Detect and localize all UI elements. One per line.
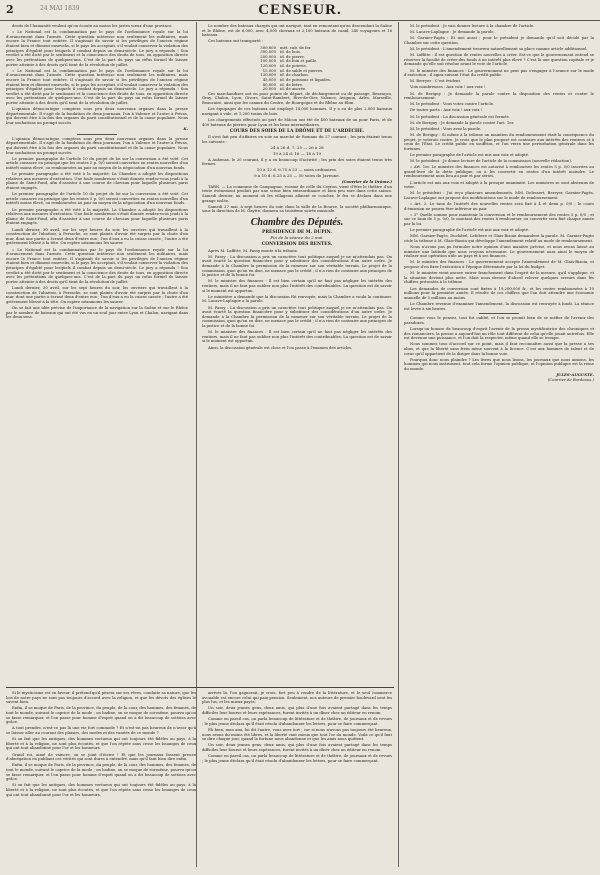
source-credit: (Courrier de Bordeaux.) [547, 376, 594, 382]
paragraph: Comme vous le pensez, tout fut oublié, et l'on se promit bien de se méfier de l'avenir des paradoxes. [404, 315, 594, 325]
paragraph: « Le National est la condamnation par le pays de l'ordonnance royale sur la loi d'avancement dans l'armée. Cette question intéresse non seulement les militaires, mais encore la France tout entière. Il s'agissait de savoir si les privilèges de l'ancien régime étaient bien et dûment ensevelis, si le pays les acceptait, s'il voulait conserver la violation des principes d'égalité pour lesquels il combat depuis un demi-siècle. Le jury a répondu ! Son verdict a été dicté par le sentiment et la conscience des droits de tous, en opposition directe avec les prétentions de quelques-uns. C'est de la part du pays un refus formel de laisser porter atteinte à des droits qu'il tient de la révolution de juillet. [6, 246, 188, 284]
paragraph: Les équipages de ces bateaux ont employé 14,000 hommes. Il y a eu de plus 2,000 bateaux navigant à vide, et 1,200 trains de bois. [202, 106, 392, 116]
paragraph: Le premier paragraphe de l'article est mis aux voix et adopté. [410, 151, 530, 157]
table-cell: 300,000 [260, 49, 276, 55]
page-number: 2 [6, 3, 14, 16]
subsection-heading: CONVERSION DES RENTES. [261, 242, 333, 248]
table-cell: 120,000 [260, 63, 276, 68]
paragraph: Samedi 27 mai, à sept heures du soir, dans la salle de la Bourse, la société philharmonique, sous la direction de M. Gaytte, donnera sa troisième soirée musicale. [202, 203, 392, 214]
divider [77, 134, 117, 135]
signature: K. [183, 126, 188, 132]
column-divider [196, 22, 197, 867]
masthead-title: CENSEUR. [258, 2, 342, 18]
paragraph: Le premier paragraphe de l'article 10 du projet de loi sur la conversion a été voté. Cet article consacre en principe que les rentes 5 p. 0/0 seront converties en rentes nouvelles d'un intérêt moins élevé, ou remboursées au pair au moyen de la négociation d'un nouveau fonds. [6, 155, 188, 170]
paragraph: « Art. 1er. Le ministre des finances est autorisé à rembourser les rentes 5 p. 0/0 inscrites au grand-livre de la dette publique, ou à les convertir en rentes d'un intérêt moindre. Le remboursement aura lieu au pair et par séries. [404, 164, 594, 179]
paragraph: TARN. — La commune de Campagnac, voisine de celle du Ceyron, vient d'être le théâtre d'un triste événement produit par une scène bien extraordinaire et bien peu rare dans cette saison. Samedi dernier, au moment où les villageois allaient se coucher, le feu se déclara dans une grange isolée. [202, 183, 392, 203]
column-divider [398, 22, 399, 867]
paragraph: Si on fait que les antiques, des hommes vertueux qui ont toujours été fidèles au pays, à la liberté et à la religion, ne sont plus écoutés, et que l'on répète sans cesse les louanges de ceux qui ont tout abandonné pour l'or et les honneurs. [6, 736, 196, 751]
table-cell: id. de bois. [280, 49, 302, 55]
paragraph: Après M. Laffitte, M. Passy monte à la tribune. [208, 247, 299, 253]
table-cell: 200,000 [260, 53, 276, 59]
paragraph: « 3° Quelle somme pour maintenir la conversion et le remboursement des rentes 5 p. 0/0 ; et sur ce taux de 5 p. 0/0, le montant des rentes à rembourser ou convertir sera fixé chaque année par la loi. [404, 211, 594, 226]
divider [479, 313, 519, 314]
paragraph: Nous sommes tous d'accord sur ce point, mais il faut reconnaître aussi que la presse a ses abus, et que la liberté sans frein mène souvent à la licence. C'est aux hommes de talent et de cœur qu'il appartient de la diriger dans la bonne voie. [404, 341, 594, 356]
column-2 [202, 24, 392, 684]
paragraph: Voix nombreuses : Aux voix ! aux voix ! [410, 84, 486, 90]
paragraph: L'article est mis aux voix et adopté à la presque unanimité. Les ministres se sont abstenus de voter. [404, 179, 594, 190]
paragraph: A Aubenas, le 20 courant, il y a eu beaucoup d'activité ; les prix des soies étaient tenus très fermes. [202, 156, 392, 167]
paragraph: M. le président : Je donne lecture de l'article de la commission (nouvelle rédaction). [410, 158, 573, 163]
paragraph: De toutes parts : Aux voix ! aux voix ! [410, 107, 483, 113]
paragraph: A tout prendre, n'est-ce pas là une vie fort commode ? Et n'est-on pas heureux de n'avoir qu'à se laisser aller au courant des plaisirs, des modes et des vanités de ce monde ? [6, 725, 196, 735]
feuilleton-column-1 [6, 691, 196, 869]
paragraph: Comme en pareil cas, on parla beaucoup de littérature et de théâtre, de journaux et de revues ; le plus jeune déclara qu'il était résolu d'abandonner les lettres, pour se faire commerçant. [202, 716, 392, 726]
paragraph: M. Berryer : C'est évident. [410, 78, 462, 84]
paragraph: Le premier paragraphe a été voté à la majorité. La Chambre a adopté les dispositions relatives aux mesures d'exécution. Une foule nombreuse s'était donnée rendez-vous jeudi à la plaine de Saint-Fond, afin d'assister à une course de chevaux pour laquelle plusieurs paris étaient engagés. [6, 171, 188, 190]
table-cell: 80,000 [262, 81, 276, 87]
feuilleton-column-2 [202, 691, 392, 869]
table-cell: mét. cub. de fer. [280, 44, 312, 50]
table-cell: 100,000 [260, 58, 276, 64]
table-cell: id. de charbon. [280, 72, 309, 78]
paragraph: M. Passy : La discussion a pris un caractère tout politique auquel je ne m'attendais pas. On avait écarté la question financière pour y substituer des considérations d'un autre ordre. Je demande à la Chambre la permission de la ramener sur son véritable terrain. Le projet de la commission, quoi qu'on en dise, ne menace pas le crédit ; il n'a rien de contraire aux principes de la justice et de la bonne foi. [202, 304, 392, 329]
paragraph: Grand roi, aimé de vaincre, on se joint d'écrire ! Et que les journaux fassent preuve d'abnégation en publiant ces vérités qui sont dures à entendre, mais qu'il faut bien dire enfin. [6, 751, 196, 762]
price-line: 19 à 24 d. 16 — 18 à 19 [272, 150, 322, 156]
table-cell: id. de foin et paille. [280, 58, 318, 64]
price-line: 9 à 10 d. 6.25 à 25 — 50 soies de Javeune. [254, 173, 340, 179]
paragraph: M. de Berigny : Je demande la parole contre la disposition des rentes et contre le remboursement. [404, 90, 594, 101]
paragraph: Eh bien, mon ami, lui dit l'autre, vous avez tort ; car si nous n'avons pas toujours été heureux, nous avons du moins été libres, et la liberté vaut mieux que tout l'or du monde. Voilà ce qu'il faut se dire chaque jour, quand la fortune nous abandonne et que les amis nous quittent. [202, 726, 392, 742]
table-cell: id. de sable et pierres. [280, 67, 324, 73]
paragraph: Le premier paragraphe de l'article est mis aux voix et adopté. [410, 227, 530, 233]
paragraph: Il s'est fait peu d'affaires en soie au marché de Romans du 27 courant ; les prix étaient tenus les suivants : [202, 134, 392, 144]
paragraph: Le Chambre revenue d'examiner l'amendement, la discussion est renvoyée à lundi. La séance est levée à six heures. [404, 300, 594, 311]
section-heading: COURS DES SOIES DE LA DRÔME ET DE L'ARDÈCHE. [229, 128, 365, 134]
paragraph: Le premier paragraphe a été voté à la majorité. La Chambre a adopté les dispositions relatives aux mesures d'exécution. Une foule nombreuse s'était donnée rendez-vous jeudi à la plaine de Saint-Fond, afin d'assister à une course de chevaux pour laquelle plusieurs paris étaient engagés. [6, 206, 188, 226]
paragraph: Lundi dernier, 30 avril, sur les sept heures du soir, les ouvriers qui travaillent à la construction de l'abattoir, à Perrache, se sont plaints d'avoir été surpris par la chute d'un mur, dont une partie a écrasé deux d'entre eux ; l'un d'eux a eu la cuisse cassée ; l'autre a été grièvement blessé à la tête. On espère néanmoins les sauver. [6, 226, 188, 246]
paragraph: M. le président : J'ai reçu plusieurs amendements. MM. Delessert, Berryer, Garnier-Pagès, Lacave-Laplagne ont proposé des modifications sur le mode de remboursement. [404, 190, 594, 200]
paragraph: M. Garnier-Pagès : Et moi aussi ; pour le président je demande qu'il soit décidé par la Chambre sur cette question. [404, 35, 594, 45]
paragraph: Enfin, il se moque de Paris, de la province, du peuple, de la cour, des hommes, des femmes, de tout le monde, suivant le caprice de la mode ; on badine, on se moque de soi-même, pourvu qu'on se fasse remarquer, et l'on passe pour homme d'esprit quand on a dit beaucoup de sottises avec grâce. [6, 762, 196, 782]
paragraph: Le ministère a demandé que la discussion fût renvoyée, mais la Chambre a voulu la continuer. M. Lacave-Laplagne a la parole. [202, 293, 392, 304]
paragraph: « Le National est la condamnation par le pays de l'ordonnance royale sur la loi d'avancement dans l'armée. Cette question intéresse non seulement les militaires, mais encore la France tout entière. Il s'agissait de savoir si les privilèges de l'ancien régime étaient bien et dûment ensevelis, si le pays les acceptait, s'il voulait conserver la violation des principes d'égalité pour lesquels il combat depuis un demi-siècle. Le jury a répondu ! Son verdict a été dicté par le sentiment et la conscience des droits de tous, en opposition directe avec les prétentions de quelques-uns. C'est de la part du pays un refus formel de laisser porter atteinte à des droits qu'il tient de la révolution de juillet. [6, 29, 188, 67]
session-line: Fin de la séance du 2 mai. [270, 235, 324, 241]
price-line: 24 à 26 d. 7. 25 — 26 à 28 [270, 144, 324, 150]
table-cell: id. de poissons et liquides. [280, 76, 331, 82]
paragraph: M. de Berigny : Je demande la parole contre l'art. 1er. [410, 119, 515, 125]
page-header [0, 0, 600, 21]
paragraph: Ces bateaux ont transporté : [208, 38, 264, 44]
paragraph: Pourquoi donc nous plaindre ? Les livres que nous lisons, les journaux que nous aimons, les hommes qui nous instruisent, tout cela forme l'opinion publique, et l'opinion publique est la reine du monde. [404, 356, 594, 371]
paragraph: Ces marchandises ont en pour points de départ, de déchargement ou de passage, Besançon, Gray, Chalon, Lyon, Givors, Saint-Rambert, Rive-de-Gier, Valence, Avignon, Arles, Marseille, Beaucaire, ainsi que les canaux du Centre, de Bourgogne et du Rhône au Rhin. [202, 90, 392, 105]
paragraph: M. de Berigny : Si même à la tribune un maintien du remboursement était la conséquence du projet, je voterais contre. Je crois que le plan proposé est contraire aux intérêts des rentiers et à ceux de l'État. Le crédit public en souffrira, et l'on verra une perturbation générale dans les fortunes. [404, 131, 594, 151]
signature: JULES-AUGUSTE. [556, 372, 594, 377]
paragraph: M. le ministre des finances : Le gouvernement ne peut pas s'engager à l'avance sur le mode d'exécution ; il agira suivant l'état du crédit public. [404, 67, 594, 78]
table-cell: id. de poterie. [280, 63, 307, 68]
paragraph: Le nombre des bateaux chargés qui ont navigué, tant en remontant qu'en descendant la Saône et le Rhône, est de 6,000, avec 4,000 chevaux et 2,100 bateaux de canal, 240 voyageurs et 16 bateaux. [202, 24, 392, 38]
paragraph: Nous n'avons pas pu formuler notre opinion d'une manière précise, et nous avons laissé au ministre une latitude que nous croyons nécessaire. Le gouvernement aura ainsi le moyen de réaliser une opération utile au pays et à ses finances. [404, 244, 594, 259]
table-cell: id. de pierre. [280, 53, 305, 59]
paragraph: M. Passy : La discussion a pris un caractère tout politique auquel je ne m'attendais pas. On avait écarté la question financière pour y substituer des considérations d'un autre ordre. Je demande à la Chambre la permission de la ramener sur son véritable terrain. Le projet de la commission, quoi qu'on en dise, ne menace pas le crédit ; il n'a rien de contraire aux principes de la justice et de la bonne foi. [202, 253, 392, 278]
paragraph: L'opinion démocratique comptera sous peu deux nouveaux organes dans la presse départementale. Il s'agit de la fondation de deux journaux, l'un à Valence et l'autre à Privas, qui doivent être à la fois des organes du parti constitutionnel et de la cause populaire. Nous leur souhaitons un prompt succès. [6, 106, 188, 125]
paragraph: Les chargements effectués au port de Mâcon ont été de 400 bateaux de un pour Paris, et de 400 bateaux de pierres pour Lyon et les lieux intermédiaires. [202, 116, 392, 127]
paragraph: Enfin, il se moque de Paris, de la province, du peuple, de la cour, des hommes, des femmes, de tout le monde, suivant le caprice de la mode ; on badine, on se moque de soi-même, pourvu qu'on se fasse remarquer, et l'on passe pour homme d'esprit quand on a dit beaucoup de sottises avec grâce. [6, 705, 196, 725]
paragraph: M. le président : Je vais donner lecture à la chambre de l'article. [410, 24, 535, 28]
section-divider [6, 687, 394, 688]
table-cell: id. de ancrée. [280, 86, 307, 92]
presidence-line: PRÉSIDENCE DE M. DUPIN. [262, 230, 332, 236]
paragraph: Un soir, deux jeunes gens, deux amis, qui plus d'une fois avaient partagé dans les temps difficiles leur bourse et leurs espérances, furent invités à un dîner chez un éditeur en renom. [202, 705, 392, 715]
price-line: 10 à 12 d. 6.75 à 23 — soies ordinaires. [256, 167, 338, 173]
paragraph: M. le ministre des finances : Il est bien certain qu'il ne faut pas négliger les intérêts des rentiers, mais il ne faut pas oublier non plus l'intérêt des contribuables. La question est de savoir si le moment est opportun. [202, 329, 392, 344]
paragraph: M. le président : Vous avez la parole. [410, 125, 482, 131]
paragraph: droits de l'humanité veulent qu'on écoute au moins les justes vœux d'une province. [12, 24, 173, 28]
paragraph: Un soir, deux jeunes gens, deux amis, qui plus d'une fois avaient partagé dans les temps difficiles leur bourse et leurs espérances, furent invités à un dîner chez un éditeur en renom. [202, 742, 392, 752]
paragraph: Ainsi, la discussion générale est close et l'on passe à l'examen des articles. [208, 344, 353, 350]
table-cell: 45,000 [262, 76, 276, 82]
paragraph: « Le National est la condamnation par le pays de l'ordonnance royale sur la loi d'avancement dans l'armée. Cette question intéresse non seulement les militaires, mais encore la France tout entière. Il s'agissait de savoir si les privilèges de l'ancien régime étaient bien et dûment ensevelis, si le pays les acceptait, s'il voulait conserver la violation des principes d'égalité pour lesquels il combat depuis un demi-siècle. Le jury a répondu ! Son verdict a été dicté par le sentiment et la conscience des droits de tous, en opposition directe avec les prétentions de quelques-uns. C'est de la part du pays un refus formel de laisser porter atteinte à des droits qu'il tient de la révolution de juillet. [6, 67, 188, 105]
column-1 [6, 24, 188, 684]
table-cell: id. de bière. [280, 81, 304, 87]
table-cell: 300,000 [260, 44, 276, 50]
paragraph: M. le président : L'amendement trouvera naturellement sa place comme article additionnel. [410, 46, 588, 51]
table-cell: 15,000 [262, 67, 276, 73]
paragraph: Si on fait que les antiques, des hommes vertueux qui ont toujours été fidèles au pays, à la liberté et à la religion, ne sont plus écoutés, et que l'on répète sans cesse les louanges de ceux qui ont tout abandonné pour l'or et les honneurs. [6, 782, 196, 797]
section-title: Chambre des Députés. [250, 216, 344, 228]
paragraph: M. le ministre des finances : Il est bien certain qu'il ne faut pas négliger les intérêts des rentiers, mais il ne faut pas oublier non plus l'intérêt des contribuables. La question est de savoir si le moment est opportun. [202, 278, 392, 293]
table-cell: 20,000 [262, 86, 276, 92]
paragraph: L'opinion démocratique comptera sous peu deux nouveaux organes dans la presse départementale. Il s'agit de la fondation de deux journaux, l'un à Valence et l'autre à Privas, qui doivent être à la fois des organes du parti constitutionnel et de la cause populaire. Nous leur souhaitons un prompt succès. [6, 135, 188, 155]
date-stamp: 24 MAI 1839 [40, 5, 80, 12]
paragraph: « Art. 2. Le taux de l'intérêt des nouvelles rentes sera fixé à 4 et demi p. 0/0 ; le cours d'émission ne pourra être inférieur au pair. [404, 201, 594, 211]
paragraph: Comme en pareil cas, on parla beaucoup de littérature et de théâtre, de journaux et de revues ; le plus jeune déclara qu'il était résolu d'abandonner les lettres, pour se faire commerçant. [202, 753, 392, 763]
paragraph: M. le président : Vous votez contre l'article. [410, 101, 495, 107]
paragraph: On se fait une idée précise de l'importance de la navigation sur la Saône et sur le Rhône par le nombre de bateaux qui ont été vus en un seul jour entre Lyon et Chalon, navigant dans les deux sens. [6, 305, 188, 320]
paragraph: M. le ministre des finances : Le gouvernement accepte l'amendement de M. Glais-Bizoin, et propose d'en fixer l'exécution à l'époque déterminée par la loi du budget. [404, 259, 594, 269]
paragraph: Les demandes de conversion sont fixées à 19,200,000 fr., et les rentes remboursées à 10 millions pour la première année. Il résulte de ces chiffres que l'on doit attendre une économie annuelle de 5 millions au moins. [404, 285, 594, 300]
paragraph: arrivés là, l'on gagnerait, je crois, fort peu à vendre de la littérature, et le seul commerce avouable est encore celui qui paie pension. Seulement, nos auteurs de premier boulevard sont les plus lus, et les mieux payés. [202, 691, 392, 705]
paragraph: Lorsqu'on honore de beaucoup d'esprit l'avenir de la presse mystificatrice des chroniques et des romanciers, la presse a aujourd'hui un rôle tout différent de celui qu'elle jouait autrefois. Elle est devenue une puissance, et l'on doit la respecter, même quand elle se trompe. [404, 325, 594, 341]
paragraph: Lundi dernier, 30 avril, sur les sept heures du soir, les ouvriers qui travaillent à la construction de l'abattoir, à Perrache, se sont plaints d'avoir été surpris par la chute d'un mur, dont une partie a écrasé deux d'entre eux ; l'un d'eux a eu la cuisse cassée ; l'autre a été grièvement blessé à la tête. On espère néanmoins les sauver. [6, 285, 188, 304]
paragraph: M. Lacave-Laplagne : Je demande la parole. [410, 29, 495, 35]
paragraph: Si le mysticisme est en faveur, il prétend qu'il pèsera sur ses rêves, conduite sa nature, que les lois de notre pays ne sont pas toujours d'accord avec la religion, et que les dévots des églises le savent bien. [6, 691, 196, 705]
table-cell: 130,000 [260, 72, 276, 78]
paragraph: M. le ministre vient encore entrer franchement dans l'esprit de la mesure, qu'il s'applique, et la situation devient plus nette. Mais nous devons d'abord relever quelques erreurs dans les chiffres présentés à la tribune. [404, 270, 594, 285]
paragraph: MM. Garnier-Pagès, Duchâtel, Lefebvre et Glais-Bizoin demandent la parole. M. Garnier-Pagès cède la tribune à M. Glais-Bizoin qui développe l'amendement relatif au mode de remboursement. [404, 233, 594, 243]
paragraph: M. le président : La discussion générale est fermée. [410, 113, 510, 119]
column-3 [404, 24, 594, 814]
paragraph: Le premier paragraphe de l'article 10 du projet de loi sur la conversion a été voté. Cet article consacre en principe que les rentes 5 p. 0/0 seront converties en rentes nouvelles d'un intérêt moins élevé, ou remboursées au pair au moyen de la négociation d'un nouveau fonds. [6, 191, 188, 206]
cargo-table [202, 46, 392, 92]
paragraph: M. Laffitte : Il est question de rentes nouvelles à créer. Est-ce que le gouvernement entend se réserver la faculté de créer des fonds à un intérêt plus élevé ? C'est là une question capitale et je demande qu'elle soit résolue avant le vote de l'article. [404, 52, 594, 67]
source-credit: (Courrier de la Drôme.) [341, 179, 392, 184]
